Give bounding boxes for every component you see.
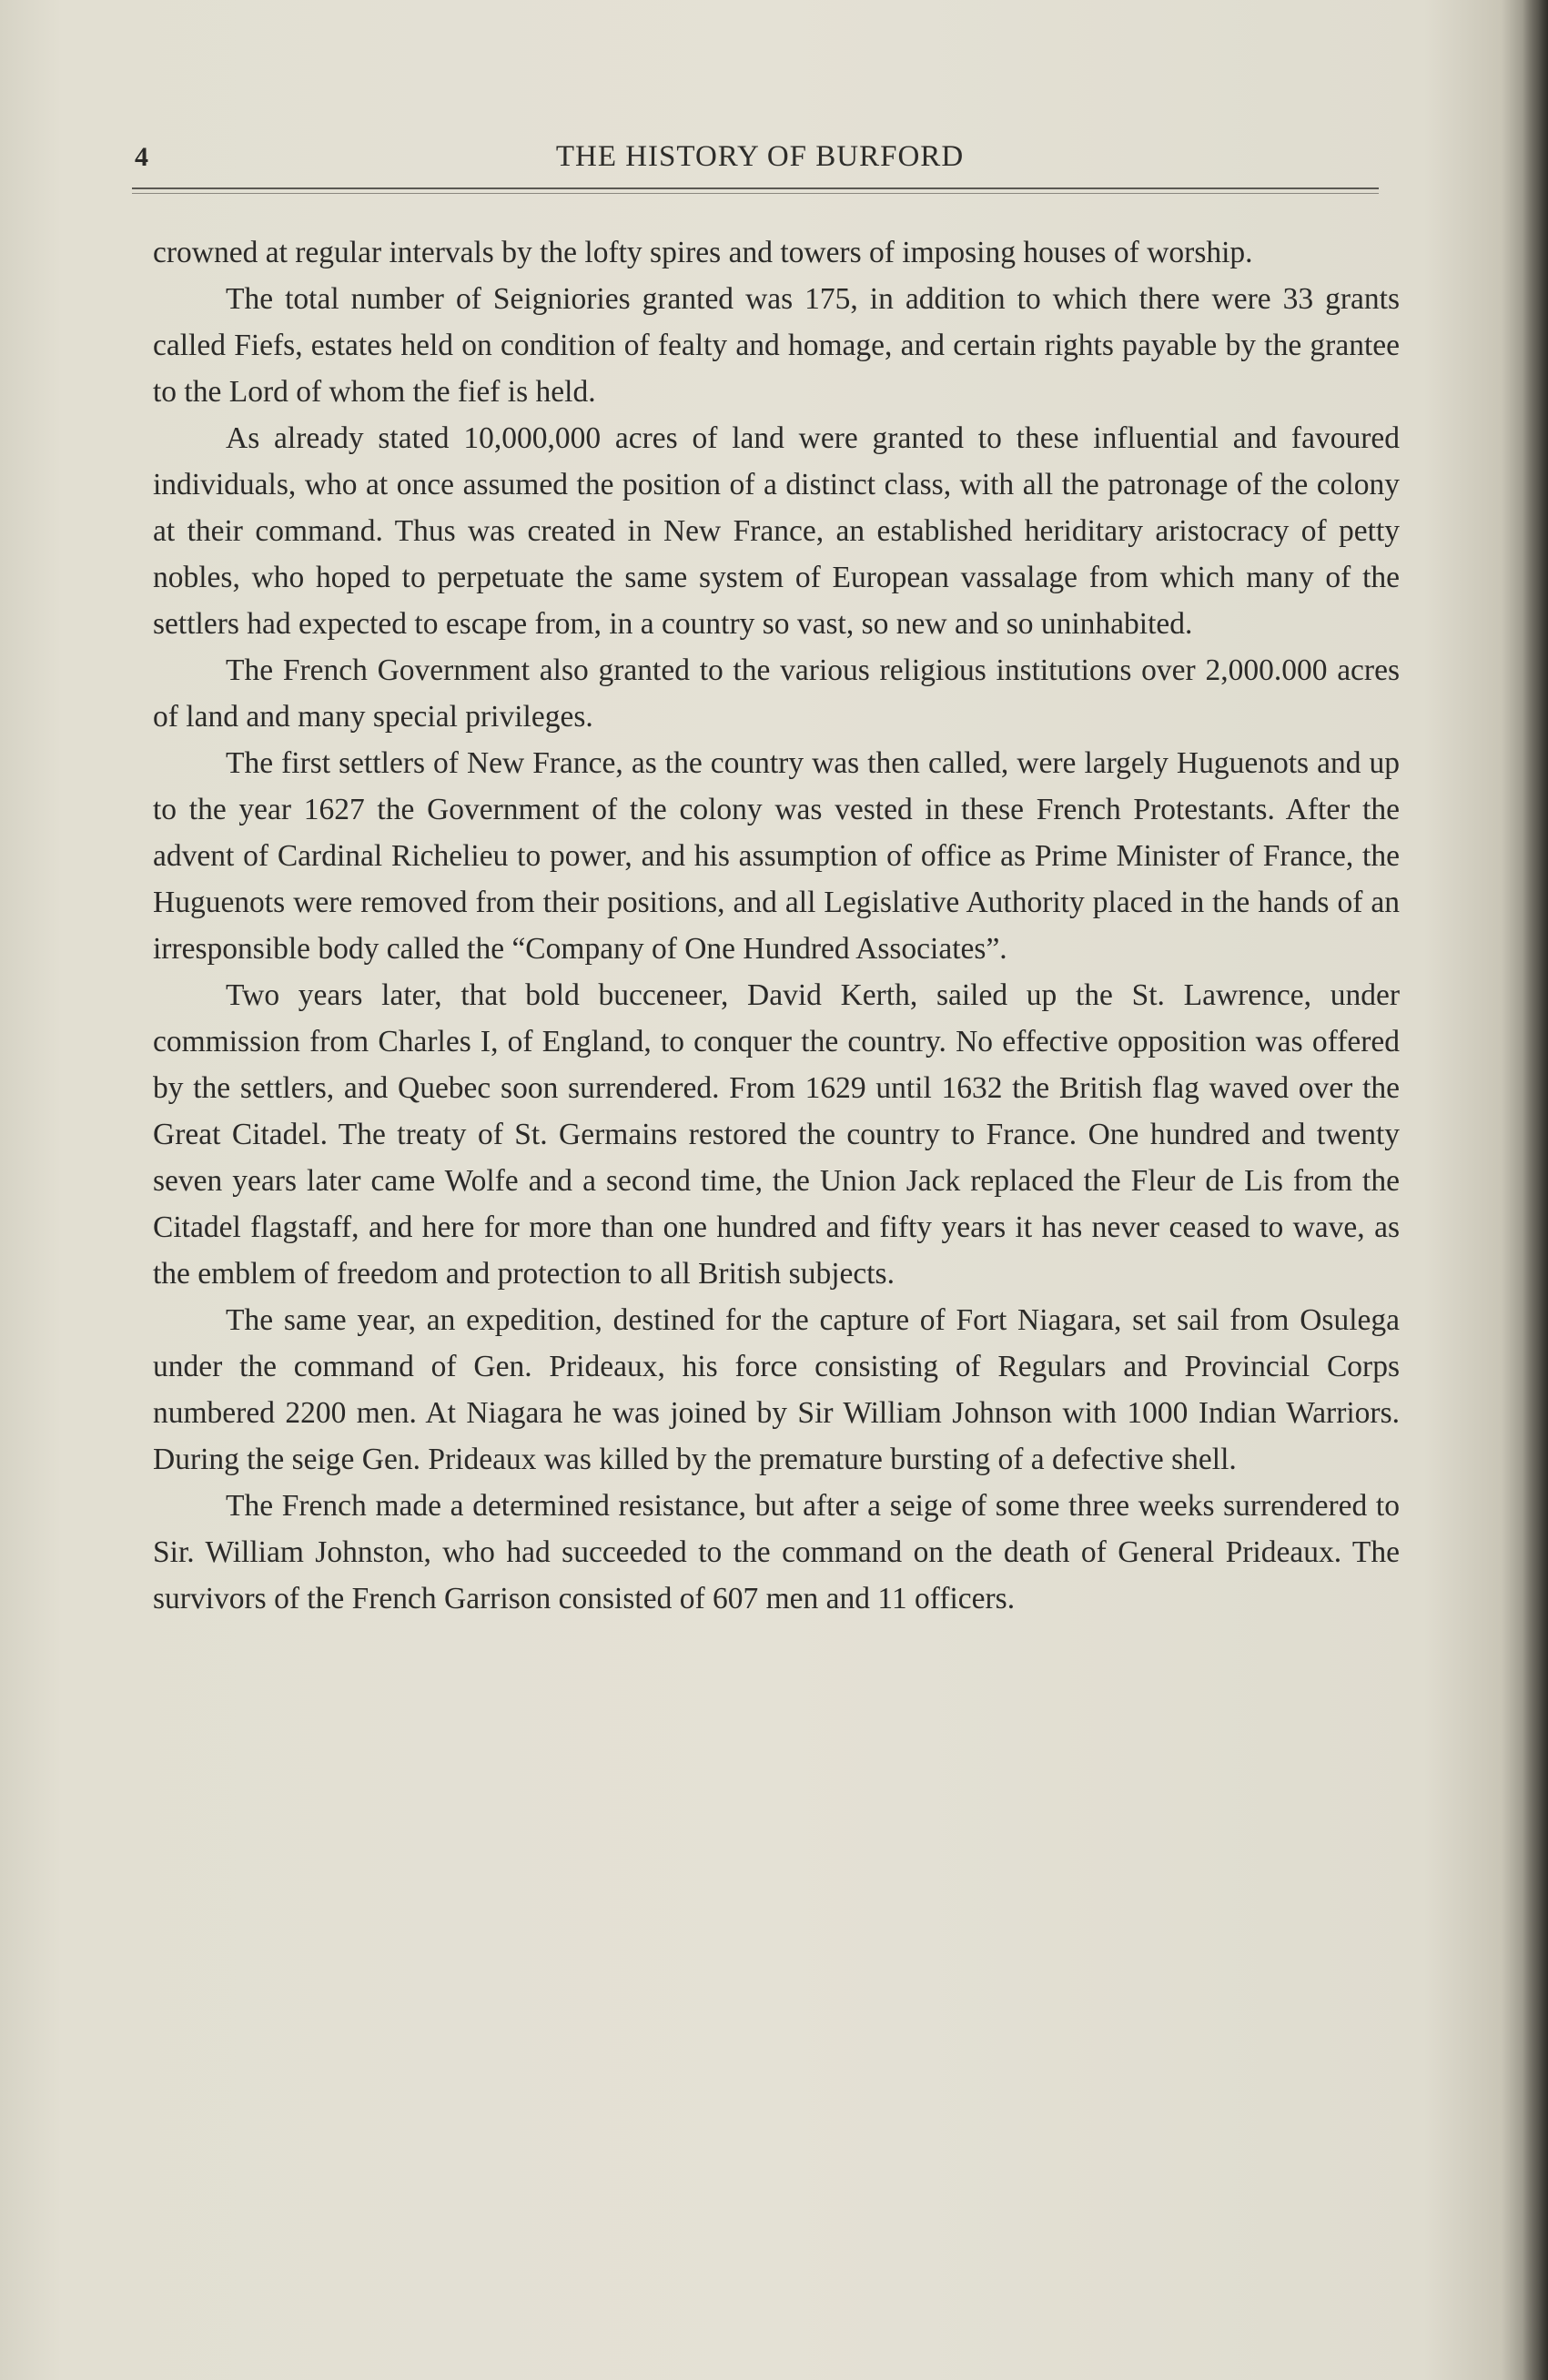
paragraph-religious-grants: The French Government also granted to the various religious institutions over 2,000.000 acres of land and many special privileges. [153,653,1400,734]
page-number: 4 [135,142,148,172]
body-text [153,229,1400,1622]
paragraph-huguenots: The first settlers of New France, as the country was then called, were largely Huguenots and up to the year 1627 the Government of the colony was vested in these French Protestants. After the advent of Cardinal Richelieu to power, and his assumption of office as Prime Minister of France, the Huguenots were removed from their positions, and all Legislative Authority placed in the hands of an irresponsible body called the “Company of One Hundred Associates”. [153,746,1400,966]
running-title: THE HISTORY OF BURFORD [555,140,965,173]
paragraph-seigniories: The total number of Seigniories granted was 175, in addition to which there were 33 grants called Fiefs, estates held on condition of fealty and homage, and certain rights payable by the grantee to the Lord of whom the fief is held. [153,282,1400,409]
paragraph-continued: crowned at regular intervals by the lofty spires and towers of imposing houses of worship. [153,236,1253,269]
paragraph-french-surrender: The French made a determined resistance, but after a seige of some three weeks surrendered to Sir. William Johnston, who had succeeded to the command on the death of General Prideaux. The survivors of the French Garrison consisted of 607 men and 11 officers. [153,1489,1400,1615]
paragraph-kerth-quebec: Two years later, that bold bucceneer, David Kerth, sailed up the St. Lawrence, under commission from Charles I, of England, to conquer the country. No effective opposition was offered by the settlers, and Quebec soon surrendered. From 1629 until 1632 the British flag waved over the Great Citadel. The treaty of St. Germains restored the country to France. One hundred and twenty seven years later came Wolfe and a second time, the Union Jack replaced the Fleur de Lis from the Citadel flagstaff, and here for more than one hundred and fifty years it has never ceased to wave, as the emblem of freedom and protection to all British subjects. [153,978,1400,1291]
header-rule-thin [132,193,1379,194]
paragraph-aristocracy: As already stated 10,000,000 acres of land were granted to these influential and favoured individuals, who at once assumed the position of a distinct class, with all the patronage of the colony at their command. Thus was created in New France, an established heriditary aristocracy of petty nobles, who hoped to perpetuate the same system of European vassalage from which many of the settlers had expected to escape from, in a country so vast, so new and so uninhabited. [153,421,1400,641]
paragraph-fort-niagara: The same year, an expedition, destined for the capture of Fort Niagara, set sail from Osulega under the command of Gen. Prideaux, his force consisting of Regulars and Provincial Corps numbered 2200 men. At Niagara he was joined by Sir William Johnson with 1000 Indian Warriors. During the seige Gen. Prideaux was killed by the premature bursting of a defective shell. [153,1303,1400,1476]
running-head [127,137,1392,191]
header-rule [132,187,1379,189]
binding-shadow [1523,0,1548,2380]
